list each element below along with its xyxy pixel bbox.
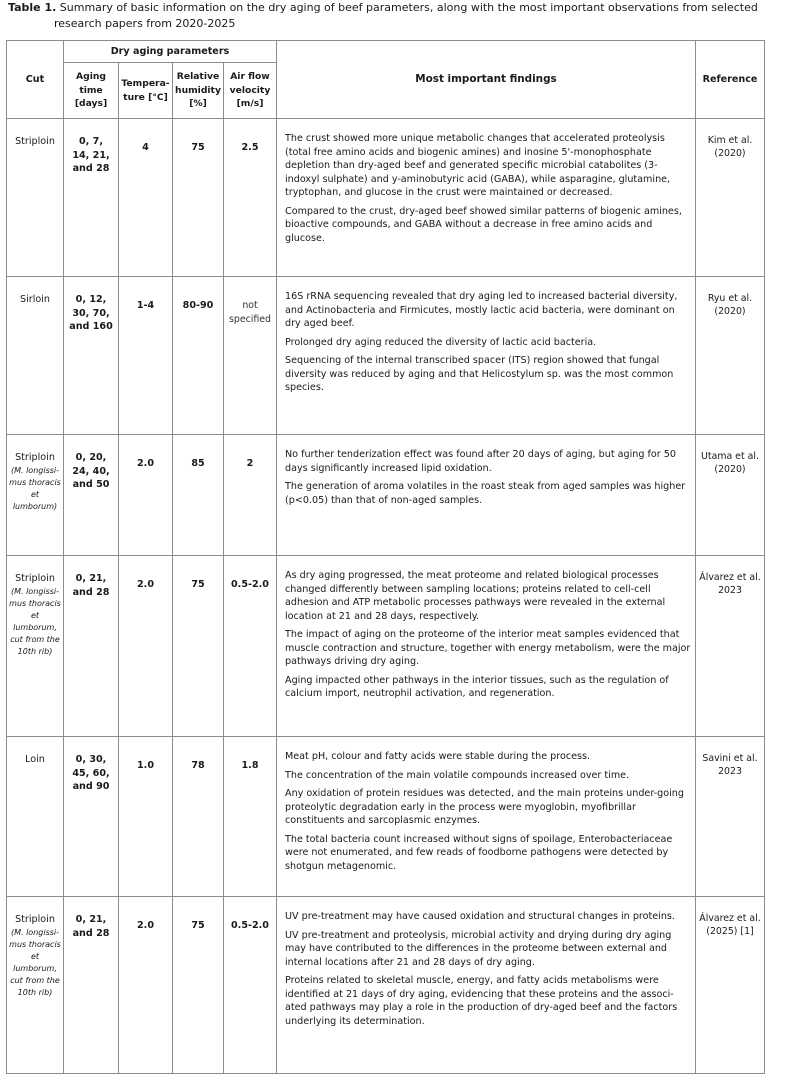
cell-airflow bbox=[224, 277, 277, 435]
aging-time-line: 45, 60, bbox=[72, 767, 110, 779]
aging-time-line: and 28 bbox=[72, 586, 110, 598]
aging-time-line: 14, 21, bbox=[72, 149, 110, 161]
cell-temperature bbox=[119, 556, 173, 737]
humidity-value: 80-90 bbox=[182, 300, 214, 311]
cut-name: Sirloin bbox=[20, 294, 50, 305]
cell-findings bbox=[277, 897, 696, 1074]
cell-reference bbox=[696, 556, 765, 737]
dry-aging-table bbox=[6, 40, 765, 1074]
temperature-value: 2.0 bbox=[137, 458, 154, 469]
cell-reference bbox=[696, 897, 765, 1074]
cell-findings bbox=[277, 556, 696, 737]
cut-name: Striploin bbox=[15, 573, 55, 584]
header-reference: Reference bbox=[696, 41, 765, 119]
cell-findings bbox=[277, 737, 696, 897]
aging-time-line: 24, 40, bbox=[72, 465, 110, 477]
cut-species-line: (M. longissi- bbox=[10, 586, 60, 596]
airflow-value: 1.8 bbox=[241, 760, 259, 771]
reference-line: (2020) bbox=[714, 463, 746, 475]
airflow-value: 0.5-2.0 bbox=[231, 579, 269, 590]
cell-reference bbox=[696, 737, 765, 897]
cut-species-line: 10th rib) bbox=[17, 987, 53, 997]
humidity-value: 75 bbox=[191, 579, 205, 590]
header-humidity: Relative humidity [%] bbox=[173, 63, 224, 119]
finding-paragraph: Meat pH, colour and fatty acids were stable during the process. bbox=[285, 751, 591, 762]
finding-paragraph: 16S rRNA sequencing revealed that dry aging led to increased bacterial diversity, and Actinobacteria and Firmicutes, mostly lactic acid bacteria, were dominant on dry aged beef. bbox=[285, 291, 678, 329]
header-findings: Most important findings bbox=[277, 41, 696, 119]
airflow-value: 0.5-2.0 bbox=[231, 920, 269, 931]
cut-species-line: mus thoracis bbox=[9, 477, 61, 487]
reference-line: (2020) bbox=[714, 147, 746, 159]
reference-line: Utama et al. bbox=[701, 451, 759, 462]
cell-cut bbox=[7, 897, 64, 1074]
aging-time-line: 0, 20, bbox=[75, 452, 107, 463]
reference-line: Ryu et al. bbox=[707, 293, 753, 304]
cut-species-line: cut from the bbox=[10, 634, 60, 644]
cell-findings bbox=[277, 435, 696, 556]
cell-temperature bbox=[119, 119, 173, 277]
cut-name: Striploin bbox=[15, 136, 55, 147]
caption-line-1: Summary of basic information on the dry aging of beef parameters, along with the most important observations from selected bbox=[59, 1, 758, 14]
cell-humidity bbox=[173, 435, 224, 556]
cell-cut bbox=[7, 119, 64, 277]
finding-paragraph: The total bacteria count increased without signs of spoilage, Enterobacteriaceae were not enumerated, and few reads of foodborne pathogens were detected by shotgun metagenomic. bbox=[285, 833, 673, 872]
finding-paragraph: UV pre-treatment and proteolysis, microbial activity and drying during dry aging may have contributed to the differences in the proteome between external and internal locations after 21 and 28 days of dry aging. bbox=[285, 929, 672, 968]
humidity-value: 75 bbox=[191, 142, 205, 153]
cell-aging-time bbox=[64, 277, 119, 435]
reference-line: (2025) [1] bbox=[706, 925, 754, 937]
table-row bbox=[7, 897, 765, 1074]
header-dry-aging-parameters: Dry aging parameters bbox=[64, 41, 277, 63]
aging-time-line: and 160 bbox=[69, 321, 113, 332]
cell-airflow bbox=[224, 435, 277, 556]
table-row bbox=[7, 119, 765, 277]
cut-species-line: (M. longissi- bbox=[10, 465, 60, 475]
table-row bbox=[7, 556, 765, 737]
cell-temperature bbox=[119, 277, 173, 435]
header-temperature: Tempera- ture [°C] bbox=[119, 63, 173, 119]
airflow-value: 2 bbox=[246, 458, 254, 469]
cell-temperature bbox=[119, 435, 173, 556]
aging-time-line: and 28 bbox=[72, 927, 110, 939]
cut-name: Striploin bbox=[15, 914, 55, 925]
table-caption bbox=[8, 0, 778, 31]
cell-aging-time bbox=[64, 556, 119, 737]
reference-line: Kim et al. bbox=[707, 135, 753, 146]
aging-time-line: 0, 30, bbox=[75, 754, 107, 765]
cell-aging-time bbox=[64, 119, 119, 277]
finding-paragraph: Compared to the crust, dry-aged beef showed similar patterns of biogenic amines, bioactive compounds, and GABA without a decrease in free amino acids and glucose. bbox=[285, 205, 682, 244]
reference-line: Álvarez et al. bbox=[699, 913, 761, 924]
finding-paragraph: Any oxidation of protein residues was detected, and the main proteins under-going proteolytic degradation early in the process were myoglobin, myofibrillar constituents and sarcoplasmic enzymes. bbox=[285, 788, 684, 826]
cut-species-line: (M. longissi- bbox=[10, 927, 60, 937]
cell-aging-time bbox=[64, 897, 119, 1074]
finding-paragraph: Prolonged dry aging reduced the diversity of lactic acid bacteria. bbox=[285, 336, 597, 348]
temperature-value: 4 bbox=[142, 142, 149, 153]
aging-time-line: and 90 bbox=[72, 781, 110, 792]
temperature-value: 2.0 bbox=[137, 579, 154, 590]
cut-species-line: 10th rib) bbox=[17, 646, 53, 656]
reference-line: Álvarez et al. bbox=[699, 572, 761, 583]
table-body bbox=[7, 119, 765, 1074]
cut-species-line: mus thoracis bbox=[9, 598, 61, 608]
humidity-value: 78 bbox=[191, 760, 205, 771]
cell-airflow bbox=[224, 119, 277, 277]
temperature-value: 2.0 bbox=[137, 920, 154, 931]
cut-species-line: et lumborum, bbox=[13, 610, 57, 632]
cell-humidity bbox=[173, 737, 224, 897]
airflow-value: not specified bbox=[229, 300, 271, 325]
aging-time-line: 0, 21, bbox=[75, 573, 107, 584]
cell-temperature bbox=[119, 897, 173, 1074]
cell-findings bbox=[277, 119, 696, 277]
cell-aging-time bbox=[64, 737, 119, 897]
cut-name: Striploin bbox=[15, 452, 55, 463]
cut-name: Loin bbox=[25, 754, 45, 765]
caption-label: Table 1. bbox=[8, 1, 57, 14]
cell-humidity bbox=[173, 556, 224, 737]
cut-species-line: mus thoracis bbox=[9, 939, 61, 949]
header-airflow: Air flow velocity [m/s] bbox=[224, 63, 277, 119]
humidity-value: 85 bbox=[191, 458, 205, 469]
caption-line-2: research papers from 2020-2025 bbox=[54, 16, 236, 30]
cell-airflow bbox=[224, 556, 277, 737]
cell-humidity bbox=[173, 119, 224, 277]
reference-line: Savini et al. bbox=[702, 753, 758, 764]
aging-time-line: 30, 70, bbox=[72, 307, 110, 319]
aging-time-line: and 28 bbox=[72, 163, 110, 174]
temperature-value: 1.0 bbox=[137, 760, 154, 771]
cell-cut bbox=[7, 277, 64, 435]
finding-paragraph: UV pre-treatment may have caused oxidation and structural changes in proteins. bbox=[285, 911, 675, 922]
cut-species-line: et lumborum) bbox=[12, 489, 58, 511]
cell-reference bbox=[696, 119, 765, 277]
cell-temperature bbox=[119, 737, 173, 897]
cell-cut bbox=[7, 435, 64, 556]
cell-aging-time bbox=[64, 435, 119, 556]
humidity-value: 75 bbox=[191, 920, 205, 931]
aging-time-line: 0, 21, bbox=[75, 914, 107, 925]
header-aging-time: Aging time [days] bbox=[64, 63, 119, 119]
table-row bbox=[7, 737, 765, 897]
reference-line: 2023 bbox=[718, 584, 742, 596]
finding-paragraph: The impact of aging on the proteome of the interior meat samples evidenced that muscle contraction and structure, together with energy metabolism, were the major pathways driving dry aging. bbox=[285, 629, 691, 667]
finding-paragraph: The crust showed more unique metabolic changes that accelerated proteolysis (total free amino acids and biogenic amines) and inosine 5'-monophosphate depletion than dry-aged beef and generated specific microbial catabolites (3-indoxyl sulphate) and y-aminobutyric acid (GABA), while asparagine, glutamine, tryptophan, and glucose in the crust were maintained or decreased. bbox=[285, 133, 671, 198]
reference-line: 2023 bbox=[718, 765, 742, 777]
table-row bbox=[7, 277, 765, 435]
finding-paragraph: Aging impacted other pathways in the interior tissues, such as the regulation of calcium import, neutrophil activation, and regeneration. bbox=[285, 674, 669, 699]
aging-time-line: 0, 7, bbox=[79, 136, 103, 147]
aging-time-line: and 50 bbox=[72, 479, 110, 490]
finding-paragraph: The concentration of the main volatile compounds increased over time. bbox=[285, 769, 630, 781]
cell-airflow bbox=[224, 737, 277, 897]
cut-species-line: et lumborum, bbox=[13, 951, 57, 973]
airflow-value: 2.5 bbox=[241, 142, 259, 153]
reference-line: (2020) bbox=[714, 305, 746, 317]
cell-findings bbox=[277, 277, 696, 435]
finding-paragraph: Proteins related to skeletal muscle, energy, and fatty acids metabolisms were identified at 21 days of dry aging, evidencing that these proteins and the associ-ated pathways may play a role in the production of dry-aged beef and the factors underlying its determination. bbox=[285, 975, 678, 1027]
finding-paragraph: As dry aging progressed, the meat proteome and related biological processes changed differently between sampling locations; proteins related to cell-cell adhesion and ATP metabolic processes pathways were revealed in the external location at 21 and 28 days, respectively. bbox=[285, 570, 666, 622]
cell-reference bbox=[696, 277, 765, 435]
temperature-value: 1-4 bbox=[136, 300, 155, 311]
table-row bbox=[7, 435, 765, 556]
finding-paragraph: No further tenderization effect was found after 20 days of aging, but aging for 50 days significantly increased lipid oxidation. bbox=[285, 449, 676, 474]
cell-reference bbox=[696, 435, 765, 556]
cell-cut bbox=[7, 737, 64, 897]
cut-species-line: cut from the bbox=[10, 975, 60, 985]
finding-paragraph: Sequencing of the internal transcribed spacer (ITS) region showed that fungal diversity was reduced by aging and that Helicostylum sp. was the most common species. bbox=[285, 355, 674, 393]
cell-airflow bbox=[224, 897, 277, 1074]
cell-cut bbox=[7, 556, 64, 737]
cell-humidity bbox=[173, 277, 224, 435]
header-cut: Cut bbox=[7, 41, 64, 119]
aging-time-line: 0, 12, bbox=[75, 294, 107, 305]
finding-paragraph: The generation of aroma volatiles in the roast steak from aged samples was higher (p<0.05) than that of non-aged samples. bbox=[285, 481, 686, 506]
cell-humidity bbox=[173, 897, 224, 1074]
